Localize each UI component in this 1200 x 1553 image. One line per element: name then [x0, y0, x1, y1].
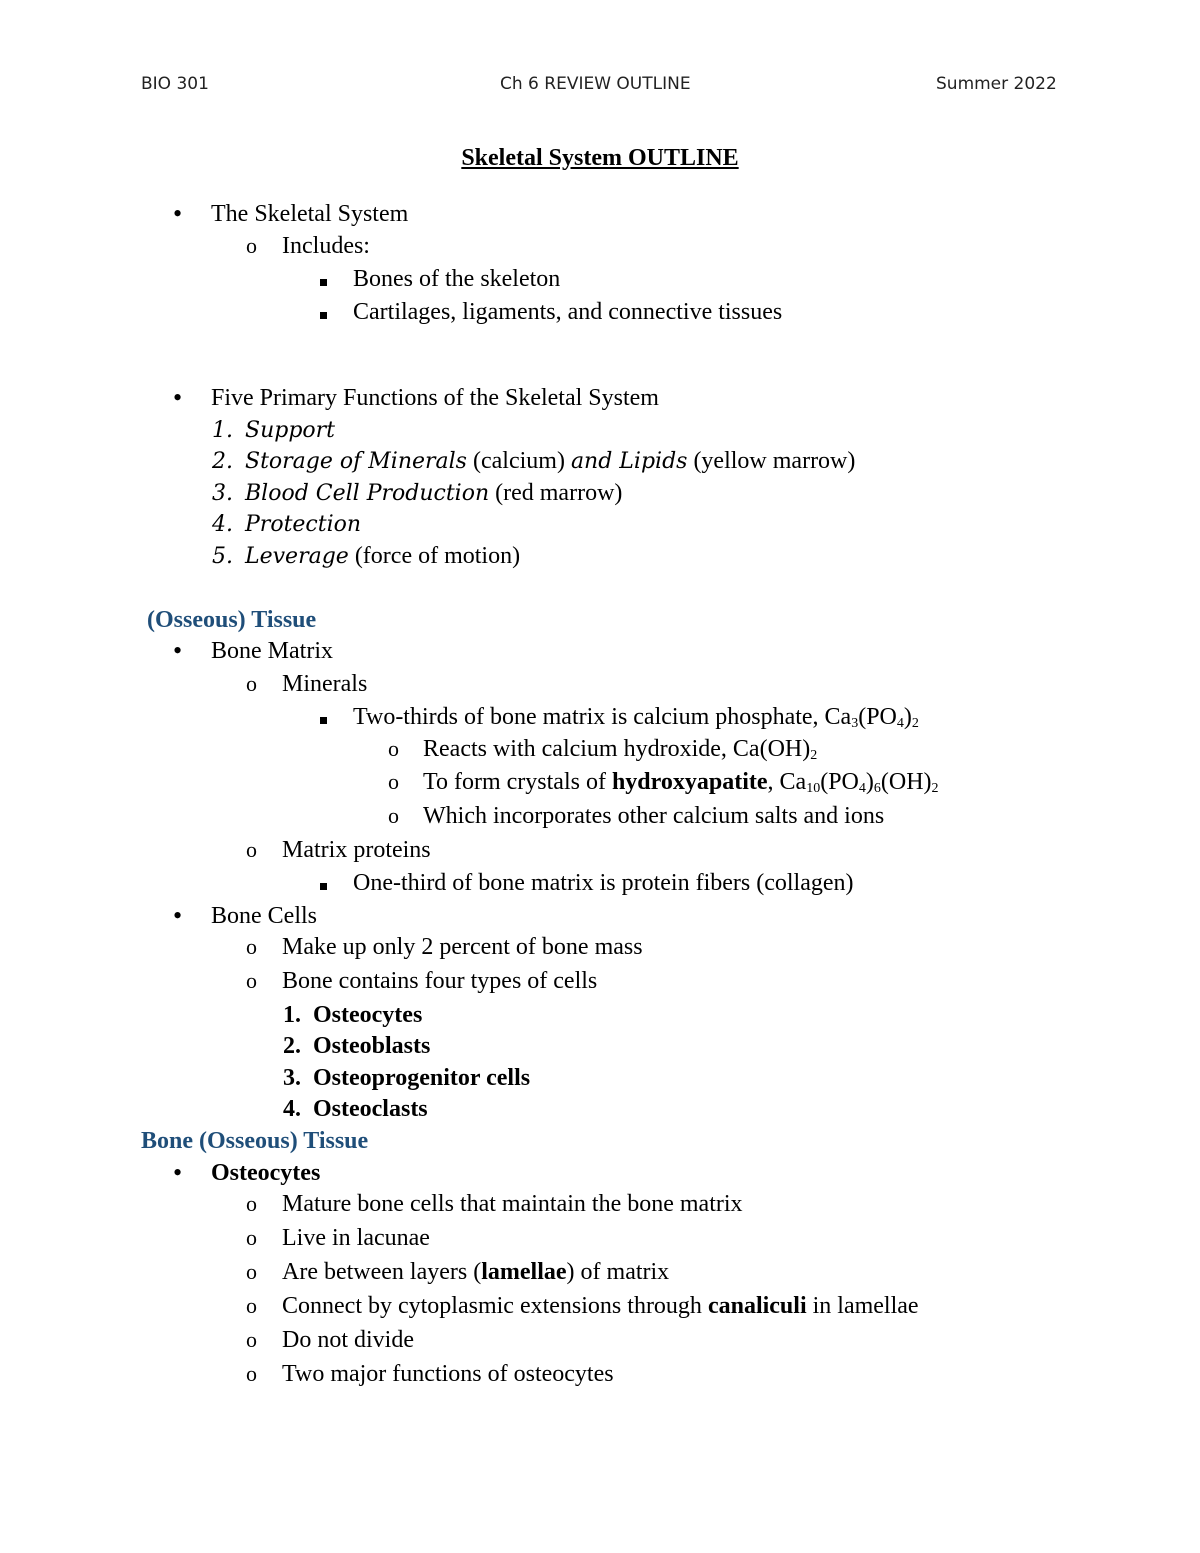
bullet-dot-icon: • — [173, 199, 183, 228]
list-item: Bone Matrix — [211, 638, 333, 664]
list-item — [282, 1258, 669, 1286]
list-item — [282, 1292, 919, 1320]
bullet-circle-icon: o — [246, 671, 257, 696]
function-detail: (red marrow) — [489, 480, 623, 506]
function-name: and Lipids — [570, 449, 688, 474]
list-item: The Skeletal System — [211, 201, 409, 227]
function-name: Support — [245, 418, 336, 443]
list-item: To form crystals of hydroxyapatite, $Ca_{10}(PO_4)_6(OH)_2$ — [423, 769, 939, 796]
list-item: Minerals — [282, 671, 368, 697]
function-item — [212, 510, 361, 539]
list-item: Five Primary Functions of the Skeletal System — [211, 385, 659, 411]
bullet-circle-icon: o — [246, 1259, 257, 1284]
bullet-circle-icon: o — [246, 1293, 257, 1318]
cell-type-item — [283, 1032, 430, 1060]
bullet-circle-icon: o — [246, 1361, 257, 1386]
text: Connect by cytoplasmic extensions through — [282, 1293, 708, 1319]
list-item: Two major functions of osteocytes — [282, 1361, 614, 1387]
text: To form crystals of — [423, 769, 612, 795]
bullet-circle-icon: o — [388, 736, 399, 761]
bullet-circle-icon: o — [246, 1225, 257, 1250]
header-doc-title: Ch 6 REVIEW OUTLINE — [500, 74, 691, 94]
bullet-square-icon — [320, 265, 327, 293]
cell-type-name: Osteoblasts — [313, 1033, 431, 1059]
list-item: Bone contains four types of cells — [282, 968, 598, 994]
bullet-circle-icon: o — [388, 769, 399, 794]
header-course: BIO 301 — [141, 74, 209, 94]
function-number: 5. — [212, 544, 233, 569]
bullet-dot-icon: • — [173, 636, 183, 665]
page-title: Skeletal System OUTLINE — [461, 145, 739, 171]
bullet-circle-icon: o — [246, 968, 257, 993]
section-heading: Bone (Osseous) Tissue — [141, 1128, 369, 1154]
term: hydroxyapatite — [611, 769, 768, 795]
bullet-dot-icon: • — [173, 1158, 183, 1187]
bullet-dot-icon: • — [173, 383, 183, 412]
bullet-square-icon — [320, 703, 327, 731]
list-item: Mature bone cells that maintain the bone matrix — [282, 1191, 743, 1217]
list-item: Reacts with calcium hydroxide, $Ca(OH)_2$ — [423, 736, 818, 763]
text: ) of matrix — [566, 1259, 670, 1285]
cell-type-item — [283, 1095, 428, 1123]
cell-type-item — [283, 1064, 530, 1092]
cell-type-number: 4. — [283, 1096, 301, 1122]
list-item: Do not divide — [282, 1327, 414, 1353]
bullet-circle-icon: o — [246, 934, 257, 959]
function-number: 1. — [212, 418, 233, 443]
list-item: Two-thirds of bone matrix is calcium phosphate, $Ca_3(PO_4)_2$ — [353, 704, 919, 731]
function-number: 4. — [212, 512, 233, 537]
list-item: Which incorporates other calcium salts and ions — [423, 803, 885, 829]
text: Two-thirds of bone matrix is calcium phosphate, Ca — [353, 704, 852, 730]
function-name: Blood Cell Production — [245, 481, 490, 506]
bullet-circle-icon: o — [246, 1327, 257, 1352]
cell-type-name: Osteocytes — [313, 1002, 423, 1028]
function-detail: (force of motion) — [348, 543, 521, 569]
function-item — [212, 542, 520, 571]
function-item — [212, 479, 622, 508]
list-item: Cartilages, ligaments, and connective tissues — [353, 299, 783, 325]
text: in lamellae — [806, 1293, 919, 1319]
function-detail: (calcium) — [466, 448, 571, 474]
text: Reacts with calcium hydroxide, Ca(OH) — [423, 736, 811, 762]
function-item — [212, 416, 335, 445]
bullet-circle-icon: o — [246, 837, 257, 862]
cell-type-name: Osteoprogenitor cells — [313, 1065, 531, 1091]
function-detail: (yellow marrow) — [687, 448, 856, 474]
list-item: Osteocytes — [211, 1160, 321, 1186]
function-name: Leverage — [245, 544, 349, 569]
bullet-square-icon — [320, 869, 327, 897]
cell-type-number: 3. — [283, 1065, 301, 1091]
function-number: 2. — [212, 449, 233, 474]
list-item: Bones of the skeleton — [353, 266, 561, 292]
term: canaliculi — [707, 1293, 807, 1319]
list-item: Matrix proteins — [282, 837, 431, 863]
cell-type-name: Osteoclasts — [313, 1096, 428, 1122]
list-item: Bone Cells — [211, 903, 317, 929]
bullet-circle-icon: o — [246, 1191, 257, 1216]
list-item: One-third of bone matrix is protein fibers (collagen) — [353, 870, 854, 896]
text: Are between layers ( — [282, 1259, 482, 1285]
function-number: 3. — [212, 481, 233, 506]
section-heading: (Osseous) Tissue — [147, 607, 317, 633]
bullet-square-icon — [320, 298, 327, 326]
header-term: Summer 2022 — [936, 74, 1057, 94]
function-item — [212, 447, 855, 476]
function-name: Storage of Minerals — [245, 449, 467, 474]
list-item: Includes: — [282, 233, 370, 259]
bullet-circle-icon: o — [388, 803, 399, 828]
cell-type-item — [283, 1001, 422, 1029]
list-item: Live in lacunae — [282, 1225, 430, 1251]
cell-type-number: 1. — [283, 1002, 301, 1028]
term: lamellae — [481, 1259, 567, 1285]
cell-type-number: 2. — [283, 1033, 301, 1059]
bullet-dot-icon: • — [173, 901, 183, 930]
bullet-circle-icon: o — [246, 233, 257, 258]
function-name: Protection — [245, 512, 362, 537]
list-item: Make up only 2 percent of bone mass — [282, 934, 643, 960]
